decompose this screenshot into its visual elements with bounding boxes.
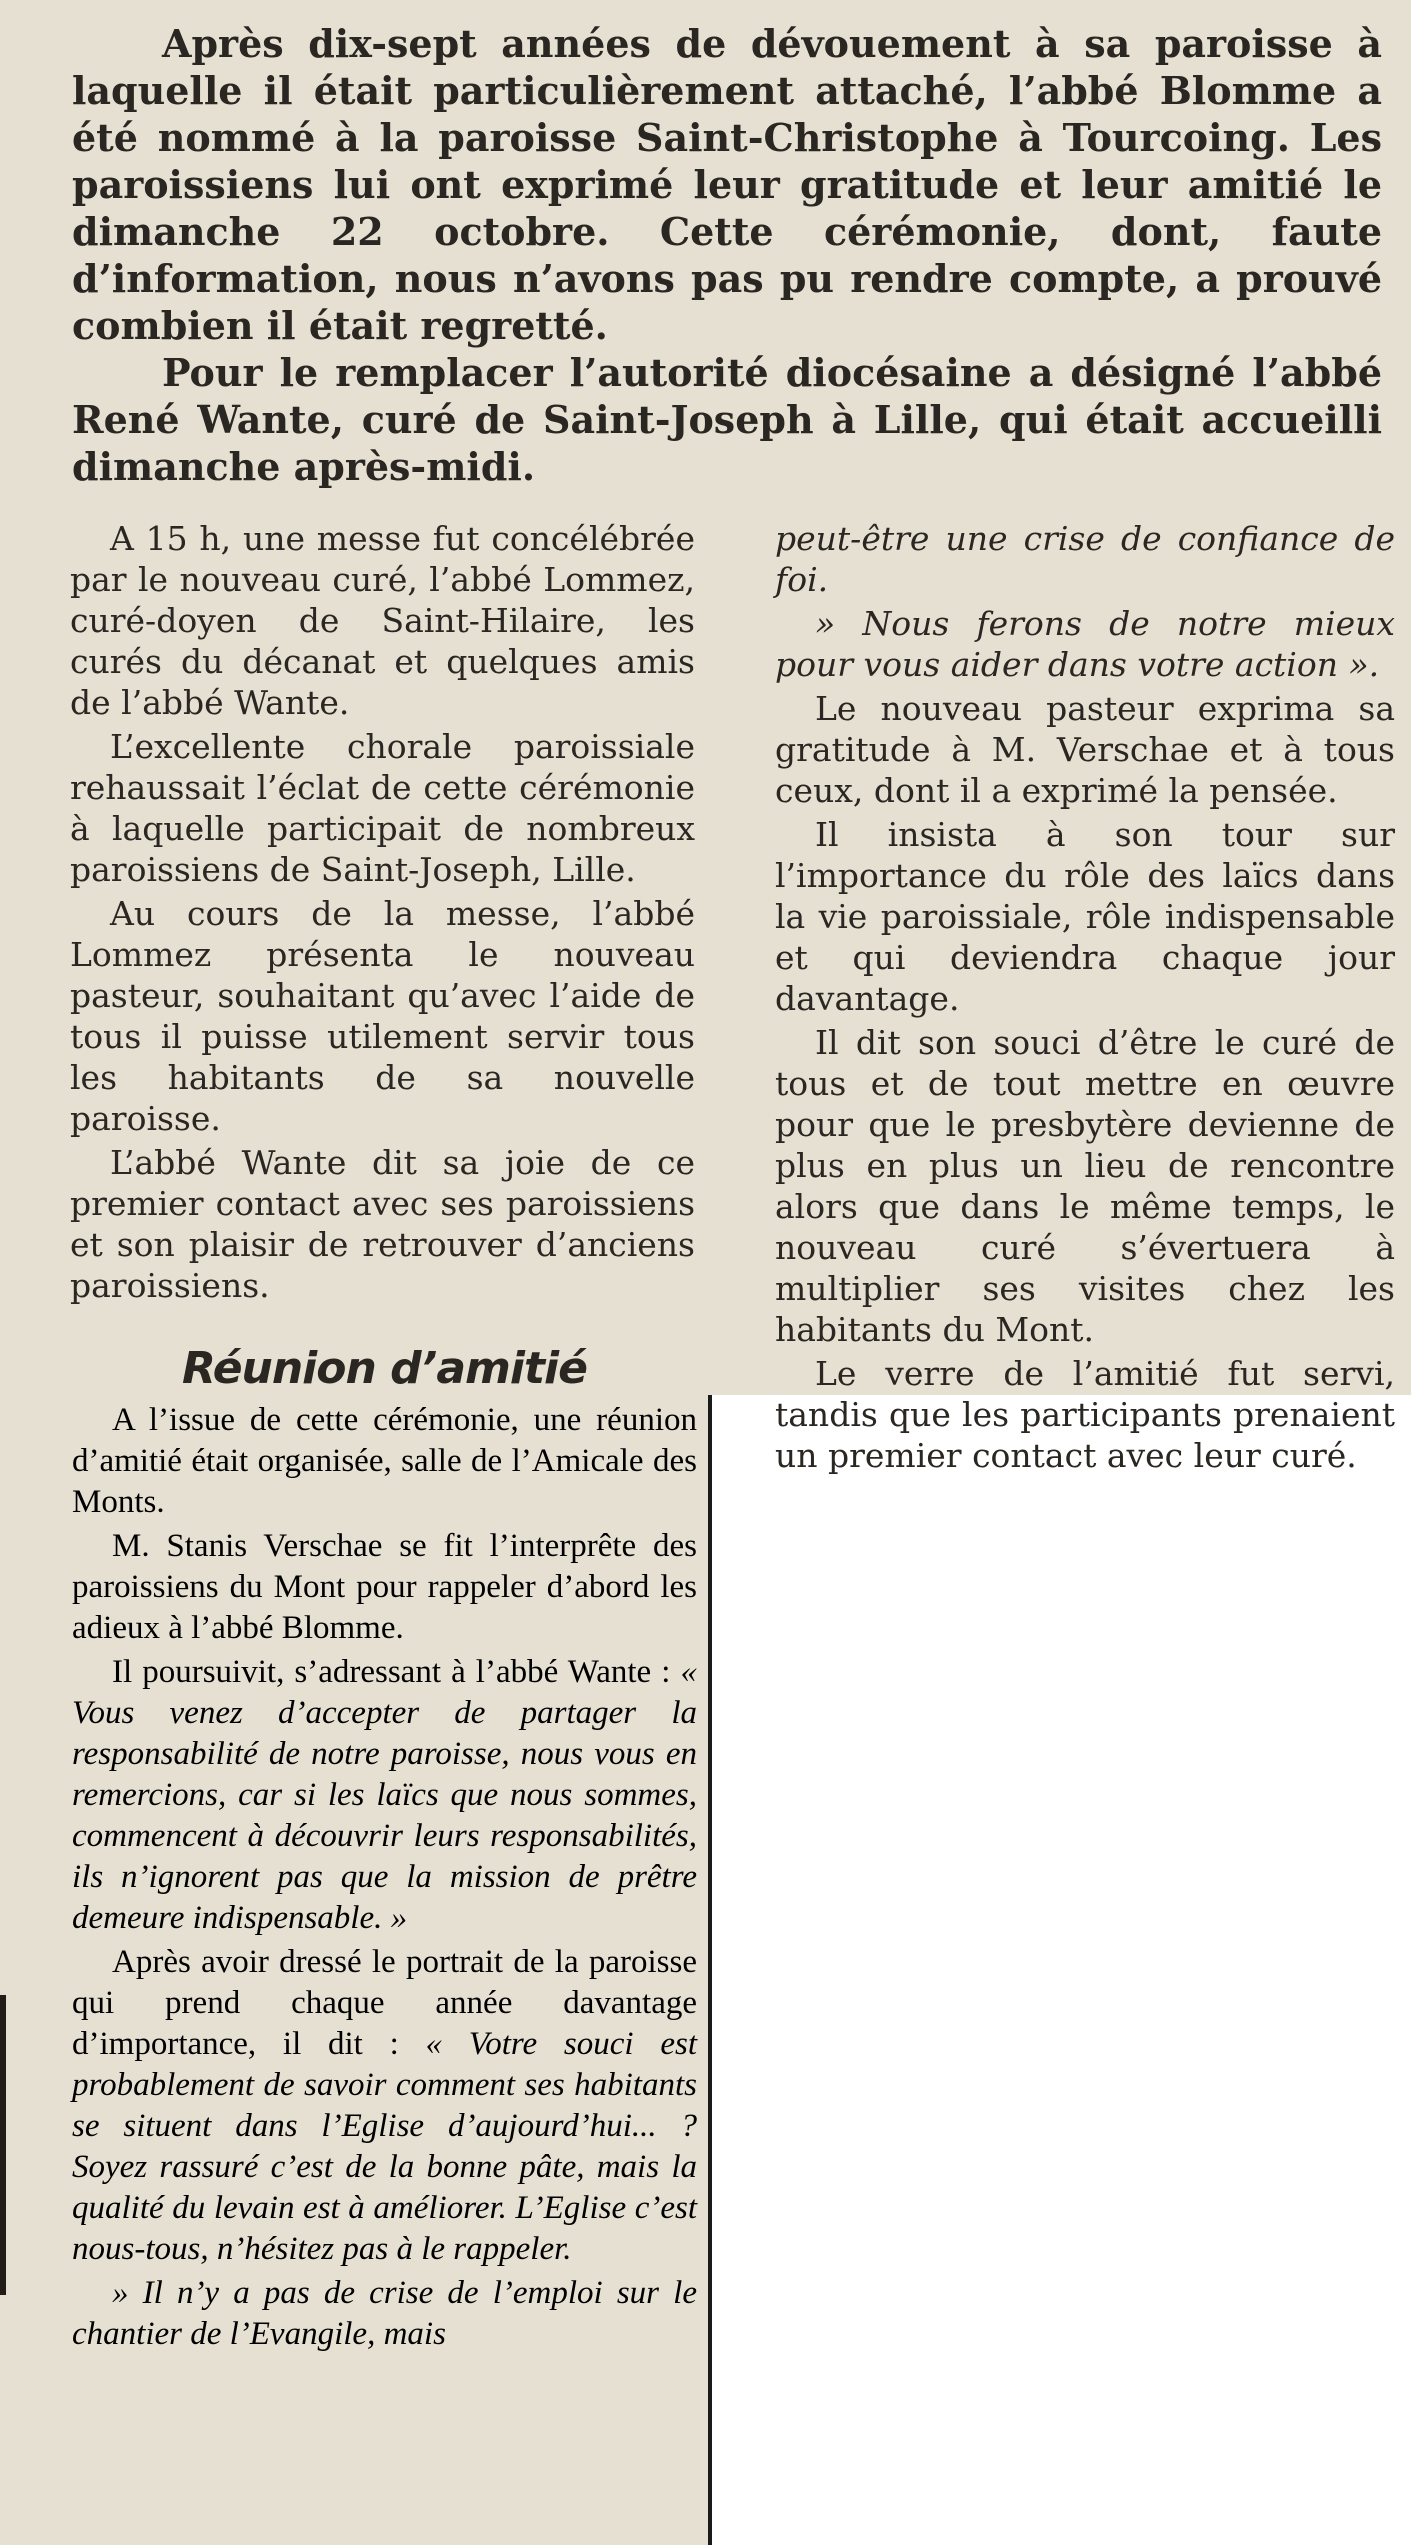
reunion-paragraph-5: » Il n’y a pas de crise de l’emploi sur le chantier de l’Evangile, mais (72, 2275, 697, 2352)
reunion-p3-intro: Il poursuivit, s’adressant à l’abbé Wante : (112, 1654, 681, 1690)
right-paragraph-1: Le nouveau pasteur exprima sa gratitude à M. Verschae et à tous ceux, dont il a exprimé la pensée. (775, 689, 1395, 810)
right-quote-end: » Nous ferons de notre mieux pour vous aider dans votre action ». (775, 604, 1395, 684)
right-continuation: peut-être une crise de confiance de foi. (775, 519, 1395, 599)
left-paragraph-3: Au cours de la messe, l’abbé Lommez présenta le nouveau pasteur, souhaitant qu’avec l’aide de tous il puisse utilement servir tous les habitants de sa nouvelle paroisse. (70, 894, 695, 1138)
left-column (70, 518, 695, 1415)
right-paragraph-2: Il insista à son tour sur l’importance du rôle des laïcs dans la vie paroissiale, rôle indispensable et qui deviendra chaque jour davantage. (775, 815, 1395, 1018)
right-column (775, 518, 1395, 1479)
reunion-paragraph-3 (72, 1652, 697, 1939)
reunion-paragraph-1: A l’issue de cette cérémonie, une réunion d’amitié était organisée, salle de l’Amicale des Monts. (72, 1402, 697, 1520)
lead-paragraph-2: Pour le remplacer l’autorité diocésaine a désigné l’abbé René Wante, curé de Saint-Joseph à Lille, qui était accueilli dimanche après-midi. (72, 350, 1382, 489)
right-paragraph-3: Il dit son souci d’être le curé de tous et de tout mettre en œuvre pour que le presbytère devienne de plus en plus un lieu de rencontre alors que dans le même temps, le nouveau curé s’évertuera à multiplier ses visites chez les habitants du Mont. (775, 1023, 1395, 1349)
reunion-p4-intro: Après avoir dressé le portrait de la paroisse qui prend chaque année davantage d’importance, il dit : (72, 1944, 697, 2062)
article-lead (72, 20, 1382, 490)
lower-column (72, 1400, 697, 2358)
reunion-p4-quote: « Votre souci est probablement de savoir comment ses habitants se situent dans l’Eglise d’aujourd’hui... ? Soyez rassuré c’est de la bonne pâte, mais la qualité du levain est à améliorer. L’Eglise c’est nous-tous, n’hésitez pas à le rappeler. (72, 2026, 697, 2267)
section-subheading: Réunion d’amitié (182, 1343, 587, 1394)
scan-edge-mark (0, 1995, 6, 2295)
right-paragraph-4: Le verre de l’amitié fut servi, tandis que les participants prenaient un premier contact avec leur curé. (775, 1354, 1395, 1475)
reunion-p3-quote: « Vous venez d’accepter de partager la responsabilité de notre paroisse, nous vous en remercions, car si les laïcs que nous sommes, commencent à découvrir leurs responsabilités, ils n’ignorent pas que la mission de prêtre demeure indispensable. » (72, 1654, 697, 1936)
reunion-paragraph-2: M. Stanis Verschae se fit l’interprête des paroissiens du Mont pour rappeler d’abord les adieux à l’abbé Blomme. (72, 1528, 697, 1646)
left-paragraph-4: L’abbé Wante dit sa joie de ce premier contact avec ses paroissiens et son plaisir de retrouver d’anciens paroissiens. (70, 1143, 695, 1305)
lead-paragraph-1: Après dix-sept années de dévouement à sa paroisse à laquelle il était particulièrement attaché, l’abbé Blomme a été nommé à la paroisse Saint-Christophe à Tourcoing. Les paroissiens lui ont exprimé leur gratitude et leur amitié le dimanche 22 octobre. Cette cérémonie, dont, faute d’information, nous n’avons pas pu rendre compte, a prouvé combien il était regretté. (72, 21, 1382, 348)
left-paragraph-1: A 15 h, une messe fut concélébrée par le nouveau curé, l’abbé Lommez, curé-doyen de Saint-Hilaire, les curés du décanat et quelques amis de l’abbé Wante. (70, 519, 695, 722)
reunion-paragraph-4 (72, 1942, 697, 2270)
left-paragraph-2: L’excellente chorale paroissiale rehaussait l’éclat de cette cérémonie à laquelle participait de nombreux paroissiens de Saint-Joseph, Lille. (70, 727, 695, 889)
